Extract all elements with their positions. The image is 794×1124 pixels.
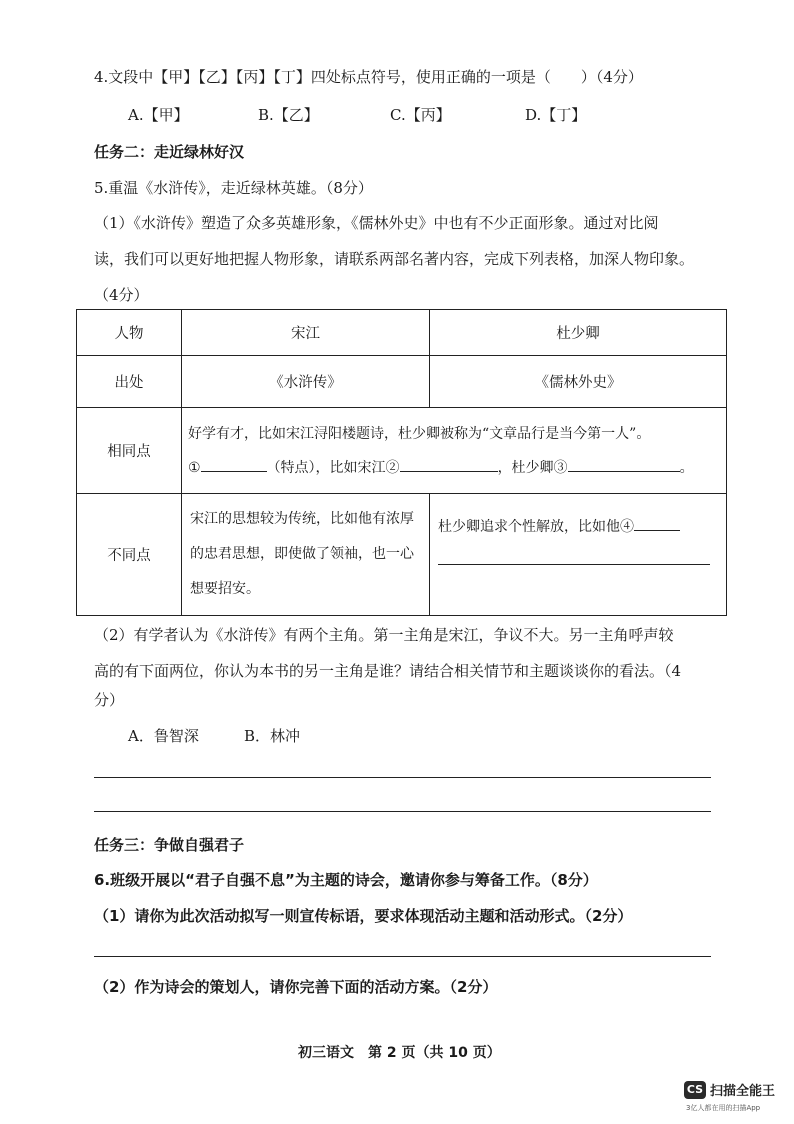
q5-part2-line3: 分） (94, 691, 125, 709)
q4-option-a: A.【甲】 (128, 106, 189, 124)
comparison-table (76, 309, 727, 616)
du-source: 《儒林外史》 (430, 356, 727, 408)
blank-marker-1: ① (188, 459, 201, 476)
q6-part1: （1）请你为此次活动拟写一则宣传标语，要求体现活动主题和活动形式。（2分） (94, 907, 633, 925)
task3-title: 任务三：争做自强君子 (94, 836, 245, 854)
same-text-2: （特点），比如宋江② (266, 459, 400, 476)
answer-line-1[interactable] (94, 777, 711, 778)
same-text-3: ，杜少卿③ (497, 459, 568, 476)
song-source: 《水浒传》 (182, 356, 430, 408)
q5-part2-option-b: B．林冲 (244, 727, 301, 745)
same-cell (182, 408, 727, 494)
scanner-tagline: 3亿人都在用的扫描App (686, 1104, 761, 1112)
q5-part2-line1: （2）有学者认为《水浒传》有两个主角。第一主角是宋江，争议不大。另一主角呼声较 (94, 626, 674, 644)
q5-part1-line1: （1）《水浒传》塑造了众多英雄形象，《儒林外史》中也有不少正面形象。通过对比阅 (94, 214, 659, 232)
scanner-logo-icon: CS (684, 1081, 706, 1099)
answer-blank-4-cont[interactable] (438, 550, 710, 565)
q6-part2: （2）作为诗会的策划人，请你完善下面的活动方案。（2分） (94, 978, 498, 996)
du-diff-text: 杜少卿追求个性解放，比如他④ (438, 519, 634, 535)
question-6-stem: 6.班级开展以“君子自强不息”为主题的诗会，邀请你参与筹备工作。（8分） (94, 871, 598, 889)
same-text-end: 。 (679, 459, 694, 476)
answer-line-3[interactable] (94, 956, 711, 957)
header-du-shaoqing: 杜少卿 (430, 310, 727, 356)
answer-line-2[interactable] (94, 811, 711, 812)
question-4-stem: 4.文段中【甲】【乙】【丙】【丁】四处标点符号，使用正确的一项是（ ）（4分） (94, 68, 643, 86)
header-song-jiang: 宋江 (182, 310, 430, 356)
row-same-label: 相同点 (77, 408, 182, 494)
du-diff-cell (430, 494, 727, 616)
q4-option-c: C.【丙】 (390, 106, 451, 124)
q5-part2-option-a: A．鲁智深 (128, 727, 199, 745)
answer-blank-1[interactable] (201, 457, 267, 472)
answer-blank-2[interactable] (400, 457, 498, 472)
q5-part1-line2: 读，我们可以更好地把握人物形象，请联系两部名著内容，完成下列表格，加深人物印象。 (94, 250, 695, 268)
q5-part2-line2: 高的有下面两位，你认为本书的另一主角是谁？请结合相关情节和主题谈谈你的看法。（4 (94, 662, 682, 680)
answer-blank-3[interactable] (568, 457, 680, 472)
song-diff-cell (182, 494, 430, 616)
row-diff-label: 不同点 (77, 494, 182, 616)
page-footer: 初三语文 第 2 页（共 10 页） (298, 1045, 501, 1061)
answer-blank-4[interactable] (634, 516, 680, 531)
same-text-line1: 好学有才，比如宋江浔阳楼题诗，杜少卿被称为“文章品行是当今第一人”。 (188, 425, 651, 442)
q4-option-d: D.【丁】 (525, 106, 587, 124)
question-5-stem: 5.重温《水浒传》，走近绿林英雄。（8分） (94, 179, 373, 197)
task2-title: 任务二：走近绿林好汉 (94, 143, 245, 161)
song-diff-text: 宋江的思想较为传统，比如他有浓厚的忠君思想，即使做了领袖，也一心想要招安。 (190, 511, 414, 597)
same-fill-line (188, 451, 720, 485)
header-person: 人物 (77, 310, 182, 356)
row-source-label: 出处 (77, 356, 182, 408)
scanner-app-name: 扫描全能王 (710, 1084, 776, 1099)
q4-option-b: B.【乙】 (258, 106, 319, 124)
q5-part1-line3: （4分） (94, 286, 149, 304)
